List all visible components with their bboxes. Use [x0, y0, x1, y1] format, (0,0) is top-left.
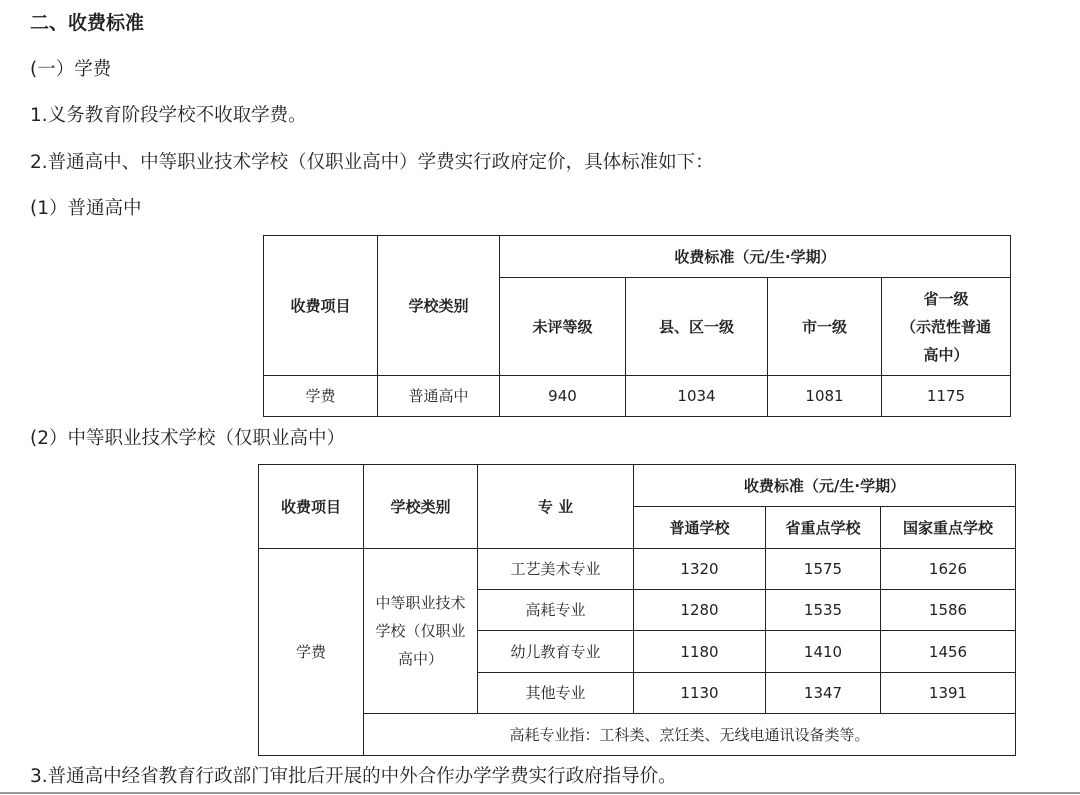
header-level: 县、区一级	[626, 278, 768, 376]
cell-major: 幼儿教育专业	[478, 631, 634, 673]
cell-value: 1347	[766, 673, 881, 714]
header-level: 市一级	[768, 278, 882, 376]
cell-school-type: 中等职业技术 学校（仅职业 高中）	[364, 549, 478, 714]
header-fee-item: 收费项目	[264, 236, 378, 376]
subheading-vocational-school: (2）中等职业技术学校（仅职业高中）	[30, 428, 345, 449]
cell-value: 1626	[881, 549, 1016, 590]
cell-value: 1391	[881, 673, 1016, 714]
header-level: 省重点学校	[766, 507, 881, 549]
section-title: 二、收费标准	[30, 12, 145, 34]
cell-major: 工艺美术专业	[478, 549, 634, 590]
paragraph-item-3: 3.普通高中经省教育行政部门审批后开展的中外合作办学学费实行政府指导价。	[30, 766, 677, 787]
cell-value: 1456	[881, 631, 1016, 673]
cell-value: 1535	[766, 590, 881, 631]
cell-school-type: 普通高中	[378, 376, 500, 417]
paragraph-item-1: 1.义务教育阶段学校不收取学费。	[30, 105, 307, 126]
header-school-type: 学校类别	[364, 465, 478, 549]
cell-value: 1034	[626, 376, 768, 417]
subheading-general-high-school: (1）普通高中	[30, 198, 142, 219]
cell-value: 1175	[882, 376, 1011, 417]
cell-fee-item: 学费	[264, 376, 378, 417]
subsection-title: (一）学费	[30, 59, 112, 80]
header-level: 普通学校	[634, 507, 766, 549]
header-level: 省一级 （示范性普通 高中）	[882, 278, 1011, 376]
header-fee-item: 收费项目	[259, 465, 364, 549]
header-fee-standard: 收费标准（元/生·学期）	[634, 465, 1016, 507]
header-level: 未评等级	[500, 278, 626, 376]
paragraph-item-2: 2.普通高中、中等职业技术学校（仅职业高中）学费实行政府定价，具体标准如下：	[30, 152, 714, 173]
bottom-divider	[0, 792, 1080, 794]
cell-value: 940	[500, 376, 626, 417]
tuition-table-vocational-school	[258, 464, 1016, 756]
cell-value: 1081	[768, 376, 882, 417]
cell-fee-item: 学费	[259, 549, 364, 756]
header-level: 国家重点学校	[881, 507, 1016, 549]
cell-value: 1180	[634, 631, 766, 673]
cell-value: 1410	[766, 631, 881, 673]
cell-value: 1586	[881, 590, 1016, 631]
cell-major: 其他专业	[478, 673, 634, 714]
cell-value: 1130	[634, 673, 766, 714]
cell-major: 高耗专业	[478, 590, 634, 631]
cell-value: 1575	[766, 549, 881, 590]
tuition-table-general-high-school	[263, 235, 1011, 417]
cell-value: 1320	[634, 549, 766, 590]
header-fee-standard: 收费标准（元/生·学期）	[500, 236, 1011, 278]
header-school-type: 学校类别	[378, 236, 500, 376]
header-major: 专 业	[478, 465, 634, 549]
table-note: 高耗专业指：工科类、烹饪类、无线电通讯设备类等。	[364, 714, 1016, 756]
cell-value: 1280	[634, 590, 766, 631]
